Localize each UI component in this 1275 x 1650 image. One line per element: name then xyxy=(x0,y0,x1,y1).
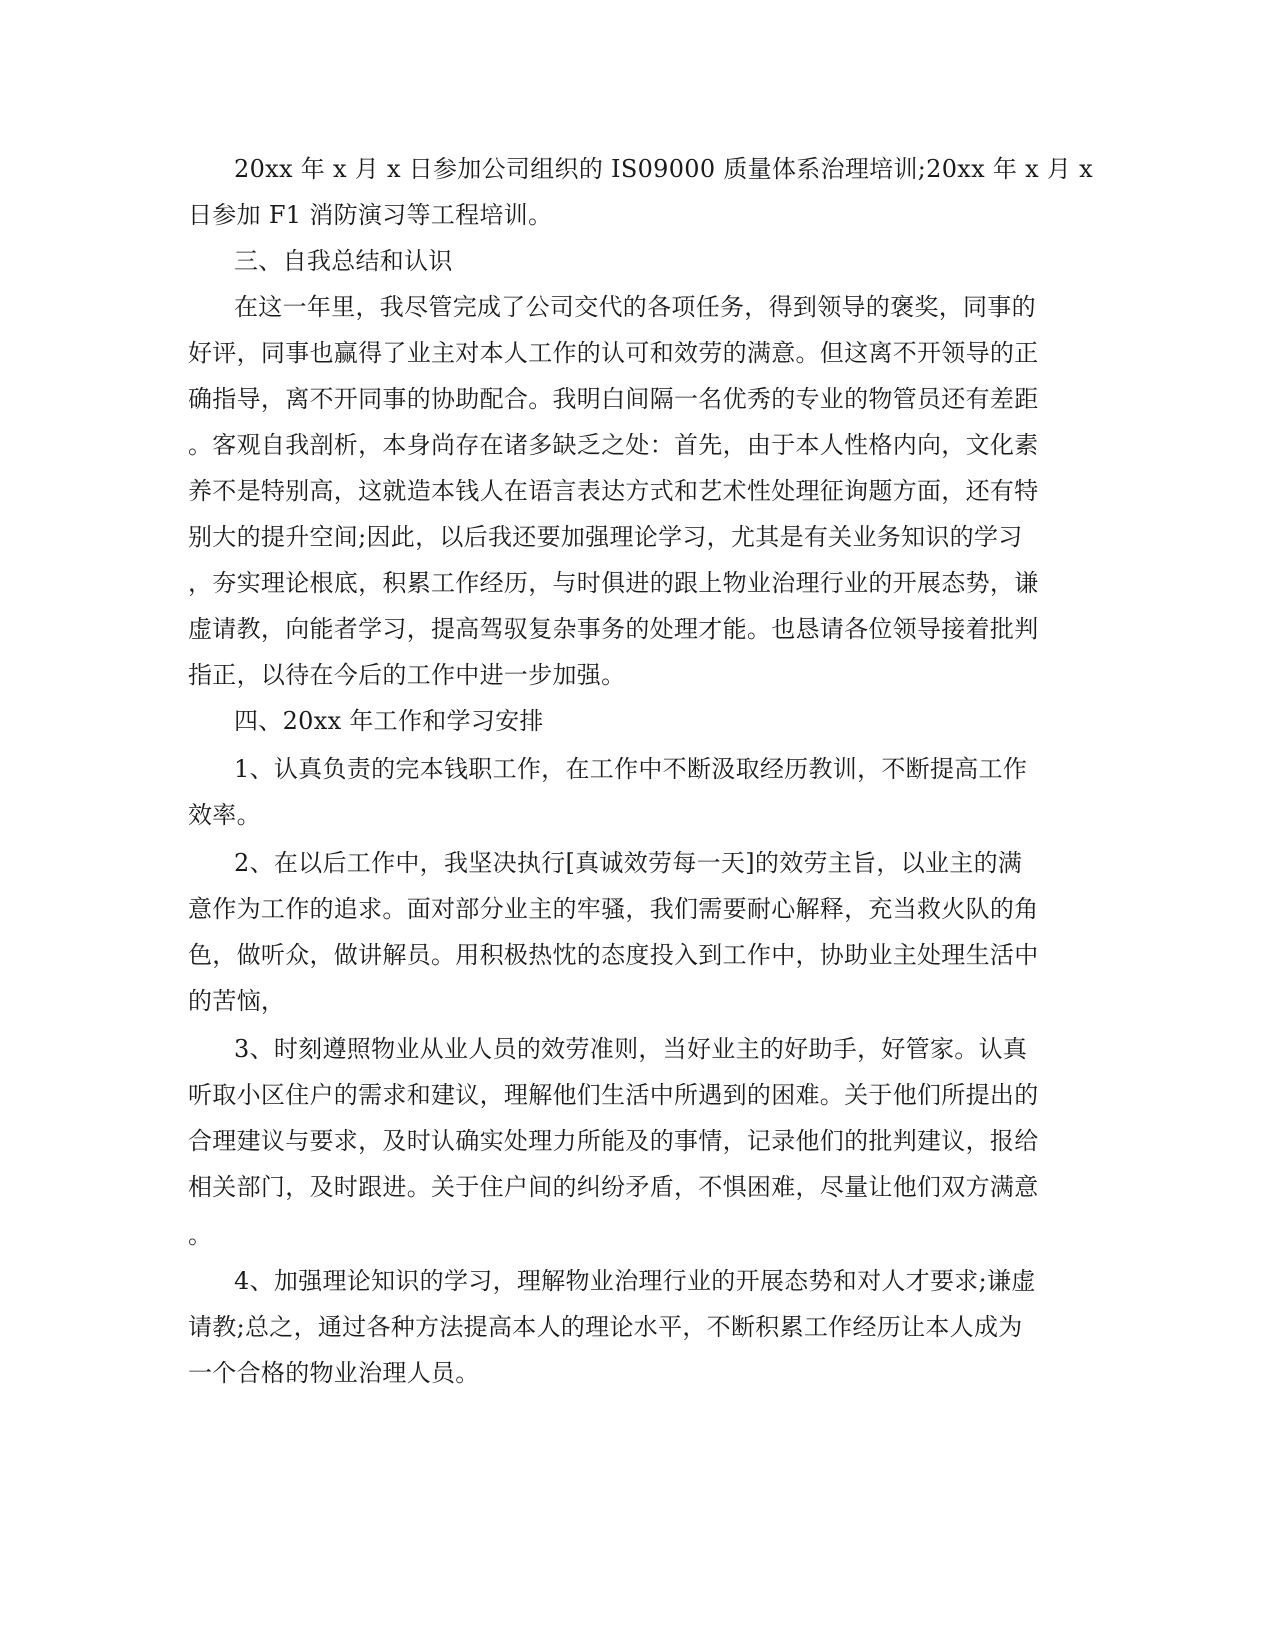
section-heading: 四、20xx 年工作和学习安排 xyxy=(234,707,544,735)
text-line: 确指导，离不开同事的协助配合。我明白间隔一名优秀的专业的物管员还有差距 xyxy=(188,385,1039,413)
text-line: 合理建议与要求，及时认确实处理力所能及的事情，记录他们的批判建议，报给 xyxy=(188,1127,1039,1155)
text-line: 效率。 xyxy=(188,801,261,829)
text-line: 听取小区住户的需求和建议，理解他们生活中所遇到的困难。关于他们所提出的 xyxy=(188,1081,1039,1109)
text-line: 3、时刻遵照物业从业人员的效劳准则，当好业主的好助手，好管家。认真 xyxy=(234,1035,1028,1063)
text-line: 虚请教，向能者学习，提高驾驭复杂事务的处理才能。也恳请各位领导接着批判 xyxy=(188,615,1039,643)
text-line: 。客观自我剖析，本身尚存在诸多缺乏之处：首先，由于本人性格内向，文化素 xyxy=(188,431,1039,459)
text-line: ，夯实理论根底，积累工作经历，与时俱进的跟上物业治理行业的开展态势，谦 xyxy=(188,569,1039,597)
text-line: 意作为工作的追求。面对部分业主的牢骚，我们需要耐心解释，充当救火队的角 xyxy=(188,895,1039,923)
text-line: 相关部门，及时跟进。关于住户间的纠纷矛盾，不惧困难，尽量让他们双方满意 xyxy=(188,1173,1039,1201)
text-line: 日参加 F1 消防演习等工程培训。 xyxy=(188,201,553,229)
text-line: 1、认真负责的完本钱职工作，在工作中不断汲取经历教训，不断提高工作 xyxy=(234,755,1028,783)
text-line: 指正，以待在今后的工作中进一步加强。 xyxy=(188,661,626,689)
text-line: 请教;总之，通过各种方法提高本人的理论水平，不断积累工作经历让本人成为 xyxy=(188,1313,1023,1341)
text-line: 4、加强理论知识的学习，理解物业治理行业的开展态势和对人才要求;谦虚 xyxy=(234,1267,1036,1295)
text-line: 在这一年里，我尽管完成了公司交代的各项任务，得到领导的褒奖，同事的 xyxy=(234,293,1036,321)
text-line: 一个合格的物业治理人员。 xyxy=(188,1359,480,1387)
text-line: 养不是特别高，这就造本钱人在语言表达方式和艺术性处理征询题方面，还有特 xyxy=(188,477,1039,505)
text-line: 好评，同事也赢得了业主对本人工作的认可和效劳的满意。但这离不开领导的正 xyxy=(188,339,1039,367)
text-line: 20xx 年 x 月 x 日参加公司组织的 IS09000 质量体系治理培训;20xx 年 x 月 x xyxy=(234,155,1093,183)
text-line: 2、在以后工作中，我坚决执行[真诚效劳每一天]的效劳主旨，以业主的满 xyxy=(234,849,1023,877)
text-line: 别大的提升空间;因此，以后我还要加强理论学习，尤其是有关业务知识的学习 xyxy=(188,523,1023,551)
text-line: 。 xyxy=(188,1221,213,1249)
text-line: 色，做听众，做讲解员。用积极热忱的态度投入到工作中，协助业主处理生活中 xyxy=(188,941,1039,969)
text-line: 的苦恼， xyxy=(188,987,286,1015)
section-heading: 三、自我总结和认识 xyxy=(234,247,453,275)
